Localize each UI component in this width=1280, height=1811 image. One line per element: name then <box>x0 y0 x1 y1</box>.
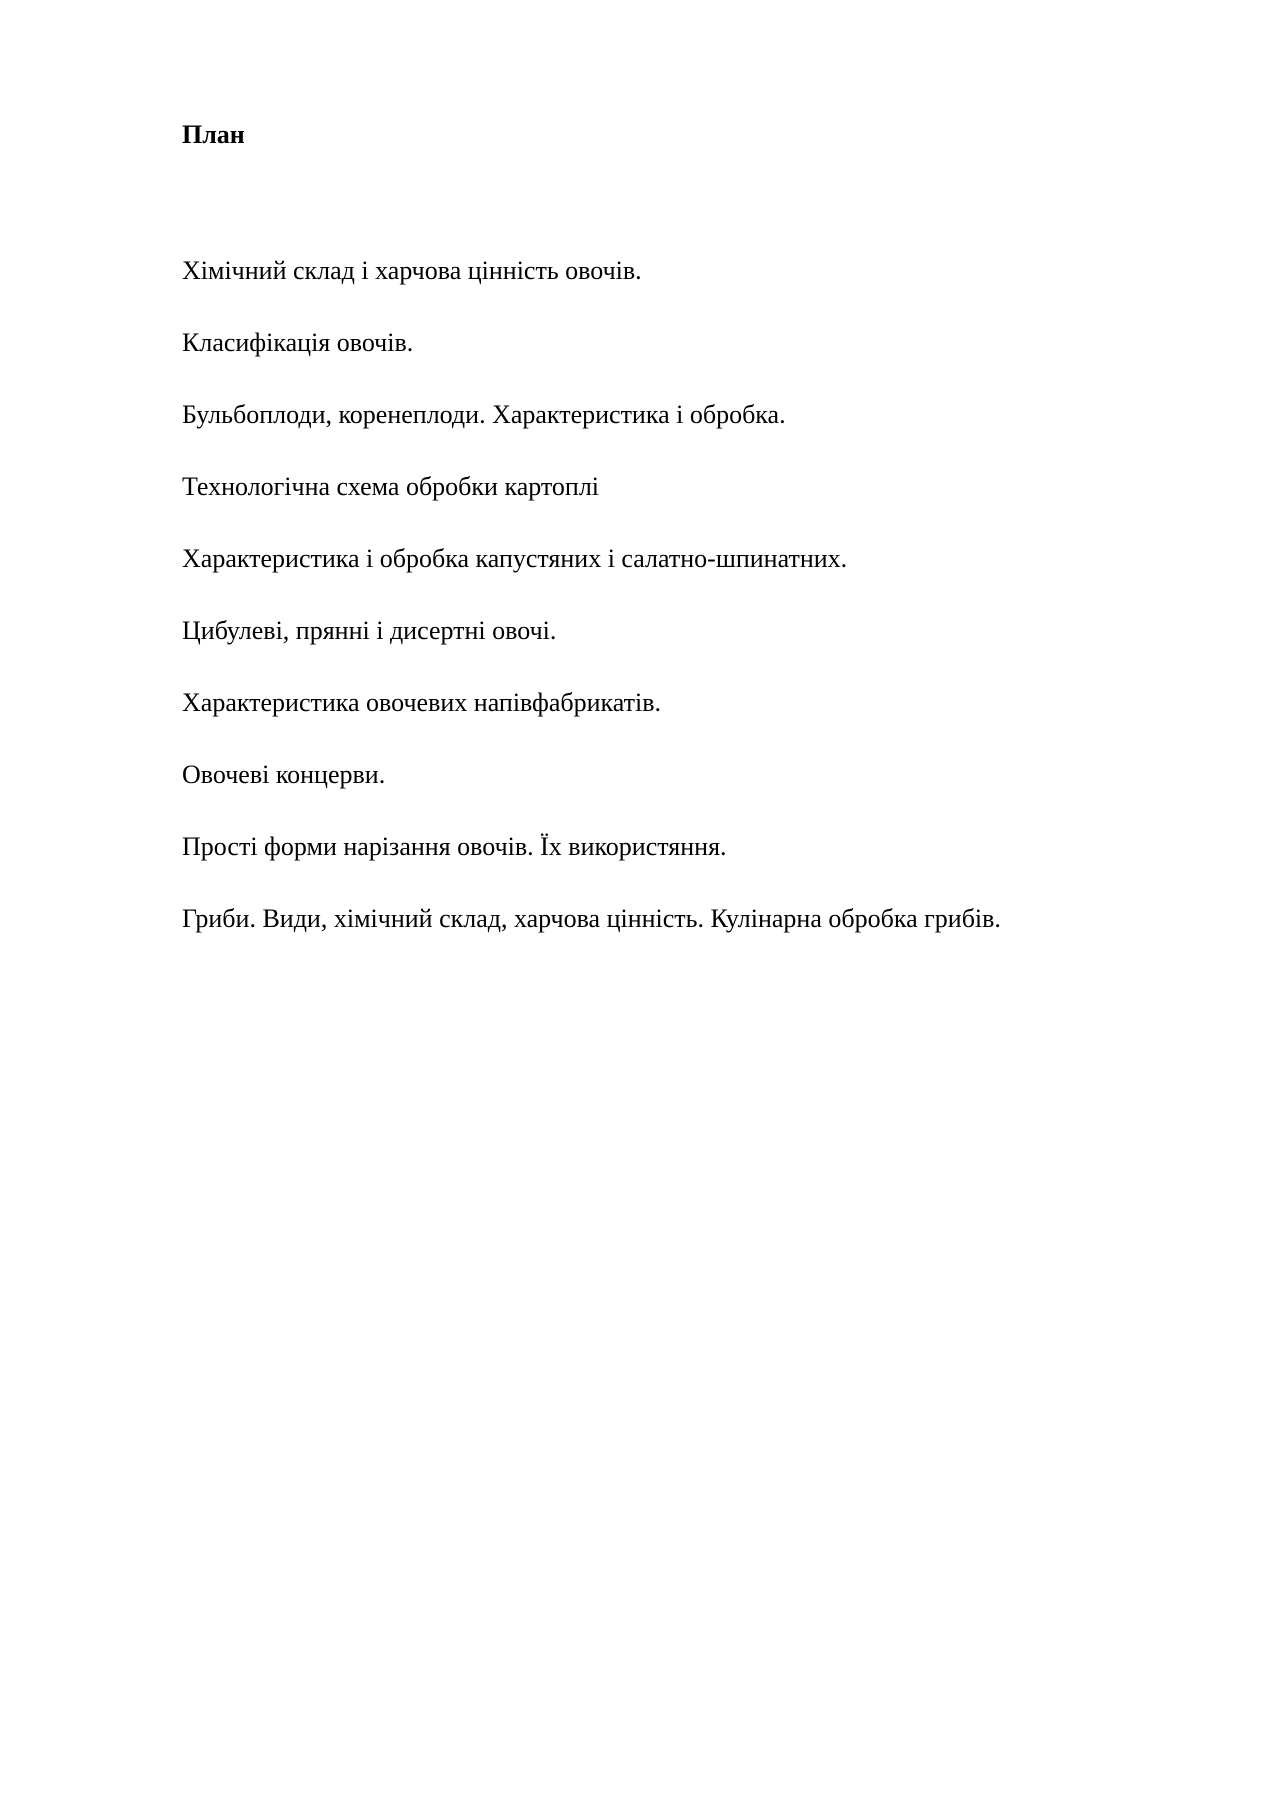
plan-item: Бульбоплоди, коренеплоди. Характеристика і обробка. <box>182 400 786 429</box>
plan-item: Характеристика і обробка капустяних і салатно-шпинатних. <box>182 544 848 573</box>
plan-item: Класифікація овочів. <box>182 328 414 357</box>
page-title: План <box>182 120 245 149</box>
plan-item: Овочеві концерви. <box>182 760 386 789</box>
plan-item: Технологічна схема обробки картоплі <box>182 472 600 501</box>
plan-item: Характеристика овочевих напівфабрикатів. <box>182 688 661 717</box>
plan-item: Хімічний склад і харчова цінність овочів. <box>182 256 642 285</box>
plan-item: Прості форми нарізання овочів. Їх використяння. <box>182 832 727 861</box>
plan-item: Гриби. Види, хімічний склад, харчова цінність. Кулінарна обробка грибів. <box>182 904 1001 933</box>
plan-item: Цибулеві, прянні і дисертні овочі. <box>182 616 557 645</box>
plan-list <box>182 256 1182 976</box>
